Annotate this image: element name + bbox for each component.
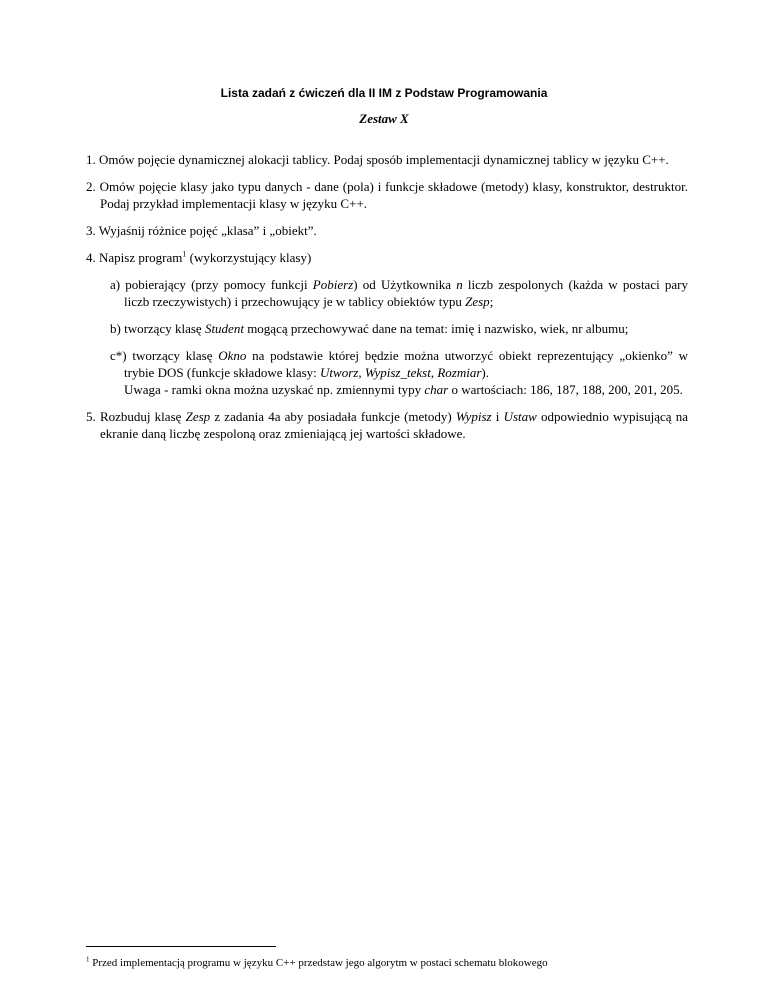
term-ustaw: Ustaw bbox=[503, 409, 537, 424]
task-3: 3. Wyjaśnij różnice pojęć „klasa” i „obiekt”. bbox=[86, 223, 317, 238]
task-5 bbox=[86, 408, 688, 442]
set-subtitle: Zestaw X bbox=[359, 111, 409, 126]
task-4c-text: , bbox=[430, 365, 438, 380]
task-4c-note-text: o wartościach: 186, 187, 188, 200, 201, 205. bbox=[448, 382, 683, 397]
task-4c-text: , bbox=[358, 365, 365, 380]
task-4c bbox=[110, 347, 688, 398]
term-student: Student bbox=[204, 321, 244, 336]
task-4 bbox=[86, 249, 688, 266]
task-4c-text: na podstawie której będzie można utworzyć obiekt reprezentujący „okienko” w trybie DOS (funkcje składowe klasy: bbox=[124, 348, 688, 380]
task-4c-text: c*) tworzący klasę bbox=[110, 348, 219, 363]
task-4a-text: liczb zespolonych (każda w postaci pary liczb rzeczywistych) i przechowujący je w tablicy obiektów typu bbox=[124, 277, 688, 309]
document-title: Lista zadań z ćwiczeń dla II IM z Podstaw Programowania bbox=[220, 86, 548, 100]
task-5-text: i bbox=[491, 409, 504, 424]
task-4-text-cont: (wykorzystujący klasy) bbox=[186, 250, 312, 265]
task-4c-note-text: Uwaga - ramki okna można uzyskać np. zmiennymi typy bbox=[124, 382, 425, 397]
task-5-text: 5. Rozbuduj klasę bbox=[86, 409, 186, 424]
term-okno: Okno bbox=[218, 348, 247, 363]
term-rozmiar: Rozmiar bbox=[437, 365, 482, 380]
footnote-number: 1 bbox=[86, 955, 90, 964]
task-2: 2. Omów pojęcie klasy jako typu danych - dane (pola) i funkcje składowe (metody) klasy, konstruktor, destruktor. Podaj przykład implementacji klasy w języku C++. bbox=[86, 179, 688, 211]
task-5-text: z zadania 4a aby posiadała funkcje (metody) bbox=[210, 409, 456, 424]
task-4a-text: ; bbox=[489, 294, 494, 309]
footnote bbox=[86, 957, 706, 969]
task-4c-note bbox=[124, 381, 688, 398]
task-1: 1. Omów pojęcie dynamicznej alokacji tablicy. Podaj sposób implementacji dynamicznej tablicy w języku C++. bbox=[86, 152, 669, 167]
task-4b bbox=[110, 320, 688, 337]
task-4b-text: mogącą przechowywać dane na temat: imię i nazwisko, wiek, nr albumu; bbox=[243, 321, 629, 336]
task-4-text: 4. Napisz program bbox=[86, 250, 183, 265]
term-pobierz: Pobierz bbox=[312, 277, 354, 292]
term-char: char bbox=[424, 382, 449, 397]
task-4a bbox=[110, 276, 688, 310]
task-5-text: odpowiednio wypisującą na ekranie daną liczbę zespoloną oraz zmieniającą jej wartości składowe. bbox=[100, 409, 689, 441]
term-wypisz: Wypisz bbox=[455, 409, 492, 424]
term-wypisz-tekst: Wypisz_tekst bbox=[364, 365, 431, 380]
task-4a-text: ) od Użytkownika bbox=[353, 277, 457, 292]
term-zesp: Zesp bbox=[185, 409, 211, 424]
task-4c-text: ). bbox=[481, 365, 489, 380]
term-zesp: Zesp bbox=[465, 294, 490, 309]
footnote-ref: 1 bbox=[182, 249, 187, 259]
task-4a-text: a) pobierający (przy pomocy funkcji bbox=[110, 277, 313, 292]
footnote-text: Przed implementacją programu w języku C++ przedstaw jego algorytm w postaci schematu blokowego bbox=[89, 957, 548, 969]
footnote-separator bbox=[86, 946, 276, 947]
task-4b-text: b) tworzący klasę bbox=[110, 321, 205, 336]
term-utworz: Utworz bbox=[320, 365, 359, 380]
task-list bbox=[86, 151, 688, 452]
term-n: n bbox=[456, 277, 463, 292]
